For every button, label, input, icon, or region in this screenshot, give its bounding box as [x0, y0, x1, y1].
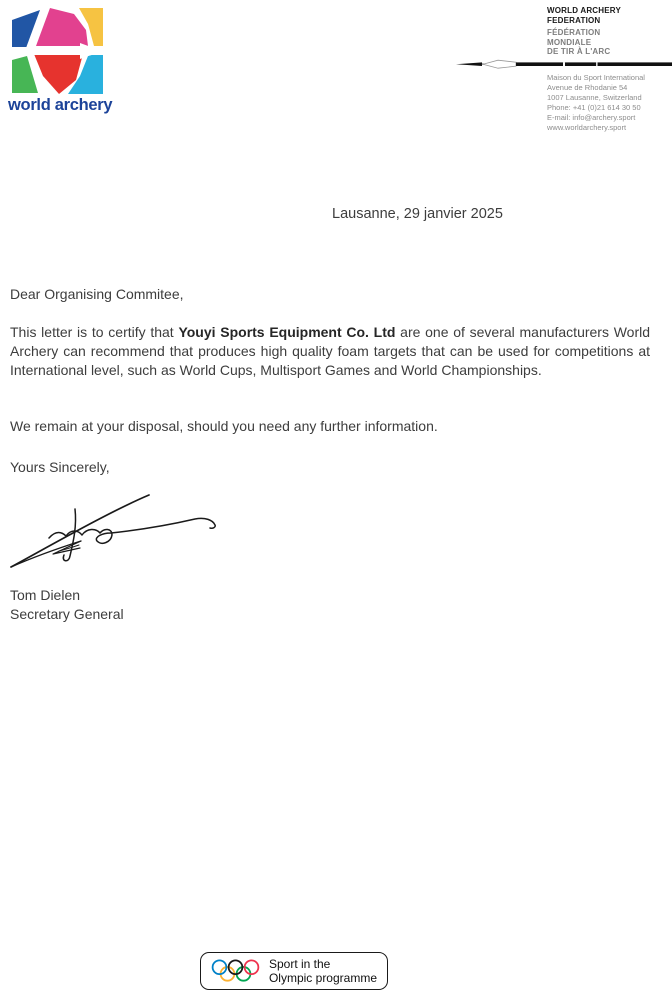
address-line: Avenue de Rhodanie 54	[547, 83, 628, 92]
olympic-label-line2: Olympic programme	[268, 971, 377, 985]
org-name-en-line: WORLD ARCHERY	[547, 6, 622, 15]
arrow-divider-icon	[456, 59, 672, 70]
address-line: Maison du Sport International	[547, 73, 645, 82]
address-line: www.worldarchery.sport	[547, 123, 627, 132]
closing: Yours Sincerely,	[10, 459, 110, 475]
olympic-label-line1: Sport in the	[268, 956, 331, 971]
body-paragraph-2: We remain at your disposal, should you need any further information.	[10, 418, 438, 434]
olympic-label	[269, 957, 377, 986]
signature-image	[3, 487, 251, 573]
world-archery-logo-icon	[10, 8, 105, 95]
body-paragraph-1	[10, 323, 650, 380]
address-line: Phone: +41 (0)21 614 30 50	[547, 103, 641, 112]
org-name-fr-line: MONDIALE	[547, 37, 592, 47]
olympic-badge	[200, 952, 388, 990]
org-name-block	[547, 6, 667, 57]
olympic-rings-icon	[211, 957, 260, 985]
org-name-en	[547, 6, 667, 25]
signer-block	[10, 586, 124, 624]
salutation: Dear Organising Commitee,	[10, 286, 184, 302]
address-block	[547, 73, 645, 133]
logo-wordmark: world archery	[8, 96, 113, 114]
dateline: Lausanne, 29 janvier 2025	[332, 206, 503, 222]
body-paragraph-1-prefix: This letter is to certify that	[10, 324, 179, 340]
org-name-en-line: FEDERATION	[547, 15, 601, 25]
org-name-fr-line: DE TIR À L'ARC	[547, 47, 611, 57]
org-name-fr	[547, 28, 667, 57]
address-line: 1007 Lausanne, Switzerland	[547, 93, 642, 102]
body-paragraph-1-suffix: are one of several manufacturers World Archery can recommend that produces high quality foam targets that can be used for competitions at International level, such as World Cups, Multisport Games and World Championships.	[10, 324, 651, 378]
signer-title: Secretary General	[10, 606, 124, 622]
company-name-bold: Youyi Sports Equipment Co. Ltd	[178, 324, 396, 340]
address-line: E-mail: info@archery.sport	[547, 113, 636, 122]
signer-name: Tom Dielen	[10, 587, 81, 603]
org-name-fr-line: FÉDÉRATION	[547, 28, 601, 38]
